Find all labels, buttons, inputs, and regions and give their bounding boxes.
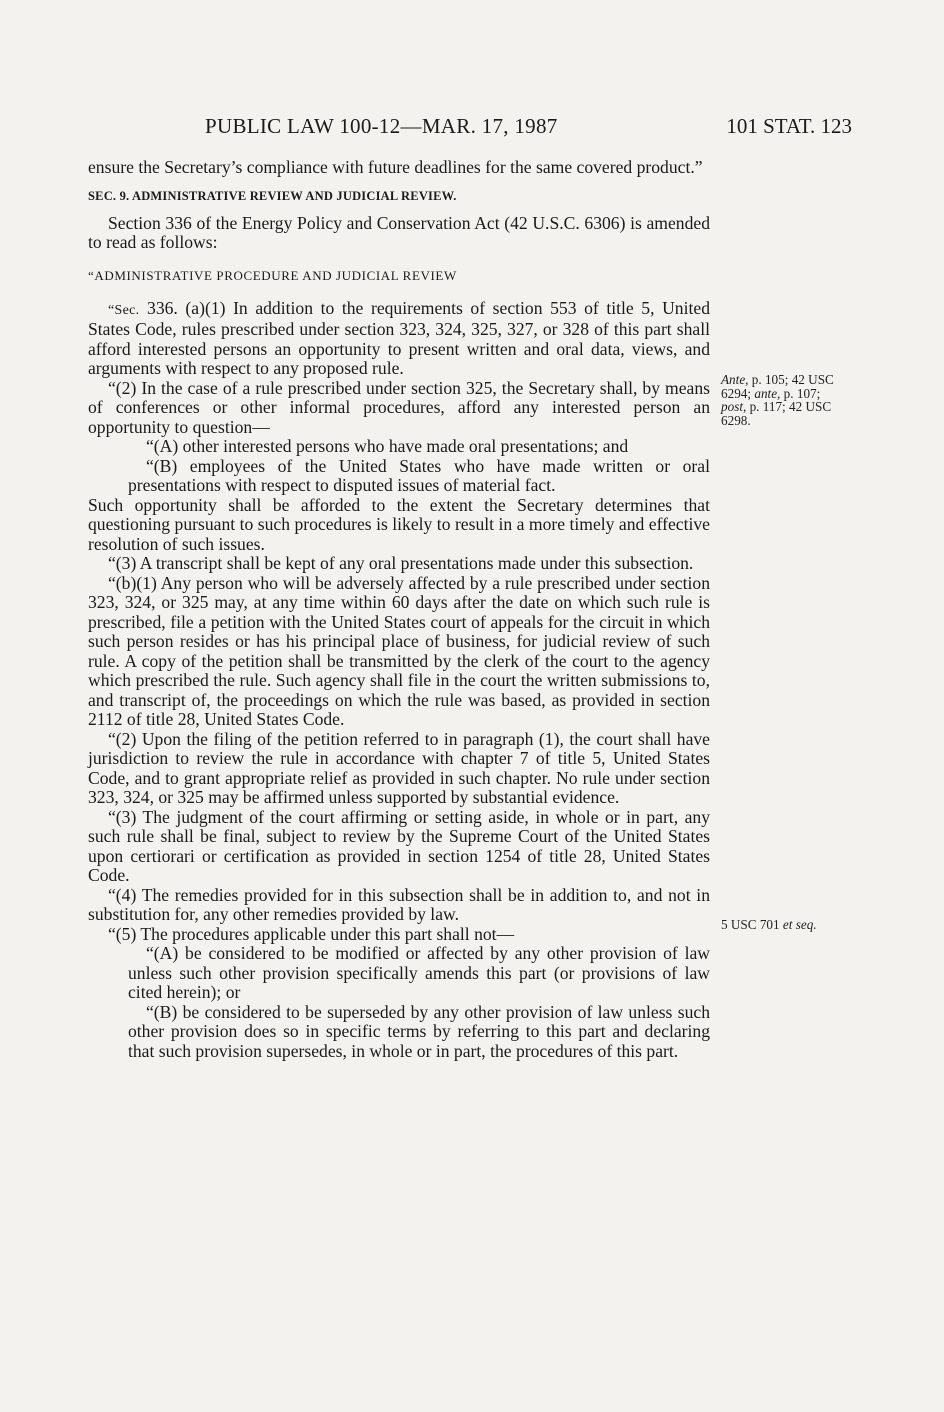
note2-et-seq: et seq.: [782, 917, 817, 932]
note-text-b: p. 107;: [780, 385, 821, 401]
paragraph-a3: “(3) A transcript shall be kept of any oral presentations made under this subsection.: [108, 553, 694, 573]
note-text-c: p. 117; 42 USC 6298.: [721, 399, 832, 428]
paragraph-a1: [88, 299, 710, 379]
paragraph-a2-A: “(A) other interested persons who have made oral presentations; and: [146, 436, 629, 456]
paragraph-b5-A: “(A) be considered to be modified or affected by any other provision of law unless such other provision specifically amends this part (or provisions of law cited herein); or: [128, 943, 710, 1002]
paragraph-b3: “(3) The judgment of the court affirming or setting aside, in whole or in part, any such rule shall be final, subject to review by the Supreme Court of the United States upon certiorari or certification as provided in section 1254 of title 28, United States Code.: [88, 806, 710, 885]
note-post: post,: [721, 399, 747, 414]
margin-note-citations: [721, 373, 841, 427]
paragraph-b5: “(5) The procedures applicable under this part shall not—: [108, 923, 515, 944]
subheading-administrative-procedure: “ADMINISTRATIVE PROCEDURE AND JUDICIAL REVIEW: [88, 267, 457, 283]
paragraph-a1-text: 336. (a)(1) In addition to the requirements of section 553 of title 5, United States Code, rules prescribed under section 323, 324, 325, 327, or 328 of this part shall afford interested persons an opportunity to present written and oral data, views, and arguments with respect to any proposed rule.: [88, 297, 710, 378]
page-header-title: PUBLIC LAW 100-12—MAR. 17, 1987: [205, 114, 558, 138]
paragraph-b1: “(b)(1) Any person who will be adversely affected by a rule prescribed under section 323, 324, or 325 may, at any time within 60 days after the date on which such rule is prescribed, file a petition with the United States court of appeals for the circuit in which such person resides or has his principal place of business, for judicial review of such rule. A copy of the petition shall be transmitted by the clerk of the court to the agency which prescribed the rule. Such agency shall file in the court the written submissions to, and transcript of, the proceedings on which the rule was based, as provided in section 2112 of title 28, United States Code.: [88, 572, 710, 729]
paragraph-ensure: ensure the Secretary’s compliance with future deadlines for the same covered product.”: [88, 157, 703, 177]
page-header-stat: 101 STAT. 123: [726, 114, 852, 138]
paragraph-b2: “(2) Upon the filing of the petition referred to in paragraph (1), the court shall have jurisdiction to review the rule in accordance with chapter 7 of title 5, United States Code, and to grant appropriate relief as provided in such chapter. No rule under section 323, 324, or 325 may be affirmed unless supported by substantial evidence.: [88, 728, 710, 807]
sec-label: “Sec.: [108, 302, 140, 318]
note-text-a: p. 105; 42 USC 6294;: [721, 372, 834, 401]
section-heading: SEC. 9. ADMINISTRATIVE REVIEW AND JUDICIAL REVIEW.: [88, 188, 457, 203]
body-column: [88, 158, 710, 1061]
paragraph-section-336: Section 336 of the Energy Policy and Conservation Act (42 U.S.C. 6306) is amended to read as follows:: [88, 212, 710, 252]
note-ante-2: ante,: [754, 385, 781, 401]
note-ante: Ante,: [721, 372, 749, 387]
margin-note-5usc: [721, 918, 851, 932]
paragraph-a2: “(2) In the case of a rule prescribed under section 325, the Secretary shall, by means of conferences or other informal procedures, afford any interested person an opportunity to question—: [88, 377, 710, 437]
note2-text: 5 USC 701: [721, 917, 783, 932]
paragraph-b4: “(4) The remedies provided for in this subsection shall be in addition to, and not in substitution for, any other remedies provided by law.: [88, 884, 710, 924]
paragraph-a2-B: “(B) employees of the United States who have made written or oral presentations with respect to disputed issues of material fact.: [128, 455, 710, 495]
paragraph-such-opportunity: Such opportunity shall be afforded to the extent the Secretary determines that questioning pursuant to such procedures is likely to result in a more timely and effective resolution of such issues.: [88, 494, 710, 554]
paragraph-b5-B: “(B) be considered to be superseded by any other provision of law unless such other provision does so in specific terms by referring to this part and declaring that such provision supersedes, in whole or in part, the procedures of this part.: [128, 1001, 710, 1061]
